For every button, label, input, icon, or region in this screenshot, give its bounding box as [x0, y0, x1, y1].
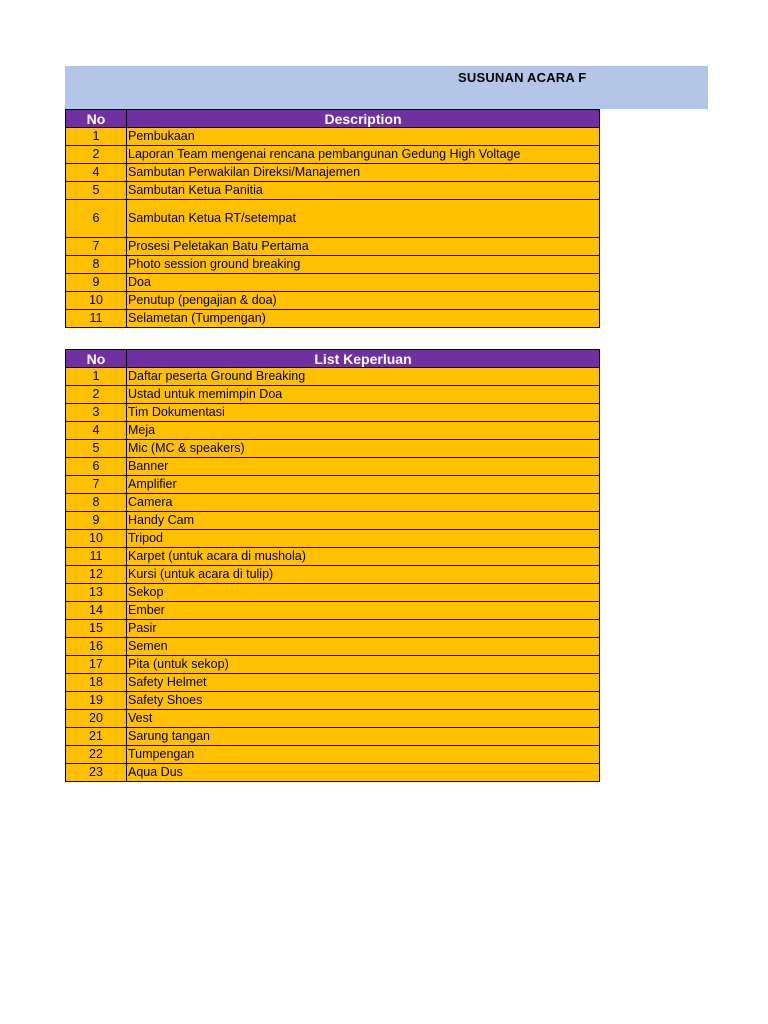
cell-item: Meja: [127, 422, 600, 440]
cell-no: 5: [66, 182, 127, 200]
table-row: [66, 566, 600, 584]
table-header-row: [66, 110, 600, 128]
table-row: [66, 656, 600, 674]
table-header-row: [66, 350, 600, 368]
header-no: No: [66, 110, 127, 128]
cell-item: Camera: [127, 494, 600, 512]
cell-description: Laporan Team mengenai rencana pembangunan Gedung High Voltage: [127, 146, 600, 164]
cell-no: 11: [66, 310, 127, 328]
cell-item: Sarung tangan: [127, 728, 600, 746]
cell-description: Prosesi Peletakan Batu Pertama: [127, 238, 600, 256]
header-list-keperluan: List Keperluan: [127, 350, 600, 368]
title-band: [65, 66, 708, 109]
header-description: Description: [127, 110, 600, 128]
table-row: [66, 128, 600, 146]
title-clip: [65, 66, 600, 109]
table-row: [66, 238, 600, 256]
table-row: [66, 530, 600, 548]
cell-no: 17: [66, 656, 127, 674]
cell-no: 10: [66, 530, 127, 548]
cell-no: 15: [66, 620, 127, 638]
cell-no: 11: [66, 548, 127, 566]
cell-no: 7: [66, 476, 127, 494]
table-row: [66, 548, 600, 566]
cell-description: Pembukaan: [127, 128, 600, 146]
cell-item: Vest: [127, 710, 600, 728]
cell-no: 2: [66, 386, 127, 404]
cell-item: Amplifier: [127, 476, 600, 494]
cell-item: Tumpengan: [127, 746, 600, 764]
cell-no: 23: [66, 764, 127, 782]
table-row: [66, 404, 600, 422]
table-row: [66, 710, 600, 728]
cell-no: 16: [66, 638, 127, 656]
cell-description: Sambutan Ketua RT/setempat: [127, 200, 600, 238]
cell-no: 2: [66, 146, 127, 164]
cell-item: Tim Dokumentasi: [127, 404, 600, 422]
cell-no: 22: [66, 746, 127, 764]
cell-item: Mic (MC & speakers): [127, 440, 600, 458]
cell-description: Penutup (pengajian & doa): [127, 292, 600, 310]
cell-description: Sambutan Ketua Panitia: [127, 182, 600, 200]
table-row: [66, 620, 600, 638]
table-row: [66, 764, 600, 782]
cell-no: 4: [66, 164, 127, 182]
cell-no: 21: [66, 728, 127, 746]
cell-item: Ember: [127, 602, 600, 620]
table-row: [66, 602, 600, 620]
table-row: [66, 494, 600, 512]
table-row: [66, 422, 600, 440]
cell-no: 9: [66, 274, 127, 292]
table-row: [66, 440, 600, 458]
table-row: [66, 458, 600, 476]
cell-no: 10: [66, 292, 127, 310]
table-row: [66, 386, 600, 404]
table-row: [66, 674, 600, 692]
cell-no: 9: [66, 512, 127, 530]
table-row: [66, 638, 600, 656]
cell-item: Tripod: [127, 530, 600, 548]
cell-no: 12: [66, 566, 127, 584]
cell-description: Photo session ground breaking: [127, 256, 600, 274]
cell-no: 1: [66, 368, 127, 386]
cell-item: Pasir: [127, 620, 600, 638]
cell-no: 19: [66, 692, 127, 710]
cell-item: Daftar peserta Ground Breaking: [127, 368, 600, 386]
susunan-acara-table: [65, 109, 600, 328]
cell-description: Sambutan Perwakilan Direksi/Manajemen: [127, 164, 600, 182]
table-row: [66, 728, 600, 746]
cell-item: Banner: [127, 458, 600, 476]
cell-item: Pita (untuk sekop): [127, 656, 600, 674]
table-row: [66, 292, 600, 310]
table-row: [66, 164, 600, 182]
cell-item: Karpet (untuk acara di mushola): [127, 548, 600, 566]
table-row: [66, 368, 600, 386]
table-row: [66, 746, 600, 764]
cell-no: 7: [66, 238, 127, 256]
cell-description: Selametan (Tumpengan): [127, 310, 600, 328]
list-keperluan-table: [65, 349, 600, 782]
cell-no: 18: [66, 674, 127, 692]
cell-item: Semen: [127, 638, 600, 656]
table-row: [66, 692, 600, 710]
cell-no: 13: [66, 584, 127, 602]
cell-no: 3: [66, 404, 127, 422]
cell-item: Safety Helmet: [127, 674, 600, 692]
table-row: [66, 584, 600, 602]
table-row: [66, 256, 600, 274]
cell-no: 14: [66, 602, 127, 620]
table-row: [66, 476, 600, 494]
cell-no: 6: [66, 200, 127, 238]
cell-no: 20: [66, 710, 127, 728]
table-row: [66, 512, 600, 530]
cell-no: 6: [66, 458, 127, 476]
table-row: [66, 310, 600, 328]
cell-no: 8: [66, 256, 127, 274]
table-row: [66, 146, 600, 164]
header-no: No: [66, 350, 127, 368]
cell-item: Sekop: [127, 584, 600, 602]
cell-item: Ustad untuk memimpin Doa: [127, 386, 600, 404]
table-row: [66, 182, 600, 200]
cell-item: Safety Shoes: [127, 692, 600, 710]
cell-no: 1: [66, 128, 127, 146]
cell-no: 4: [66, 422, 127, 440]
cell-item: Handy Cam: [127, 512, 600, 530]
cell-no: 5: [66, 440, 127, 458]
cell-item: Kursi (untuk acara di tulip): [127, 566, 600, 584]
table-row: [66, 274, 600, 292]
table-row: [66, 200, 600, 238]
cell-no: 8: [66, 494, 127, 512]
cell-item: Aqua Dus: [127, 764, 600, 782]
document-title: SUSUNAN ACARA F: [458, 70, 587, 85]
cell-description: Doa: [127, 274, 600, 292]
